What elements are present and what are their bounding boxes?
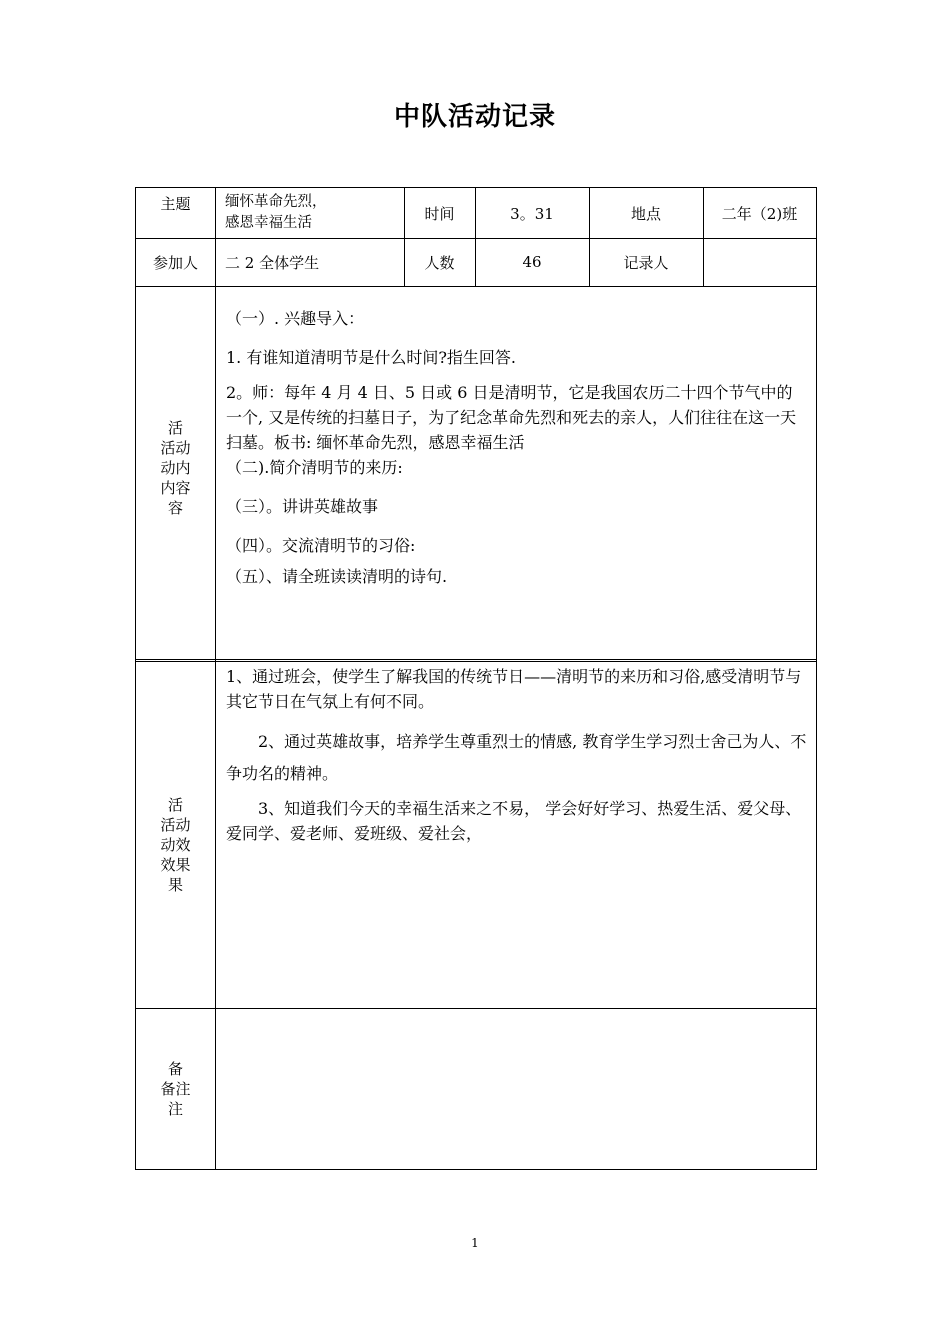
remarks-label: 备 备注 注 (160, 1060, 191, 1118)
recorder-label: 记录人 (623, 253, 669, 272)
recorder-value (703, 238, 816, 286)
content-paragraph: （二).简介清明节的来历: (226, 458, 403, 477)
effect-label: 活 活动 动效 效果 果 (160, 796, 191, 894)
effect-body (226, 664, 808, 846)
row-divider (136, 659, 816, 662)
participants-value: 二 2 全体学生 (225, 253, 320, 272)
content-paragraph: （一）. 兴趣导入： (226, 309, 365, 328)
effect-paragraph: 2、通过英雄故事，培养学生尊重烈士的情感, 教育学生学习烈士舍己为人、不争功名的精神。 (226, 732, 807, 783)
content-body (226, 306, 808, 589)
page-number: 1 (471, 1236, 479, 1250)
content-paragraph: 1. 有谁知道清明节是什么时间?指生回答. (226, 348, 517, 367)
count-value: 46 (522, 253, 542, 271)
participants-label: 参加人 (152, 253, 198, 272)
content-paragraph: （三）。讲讲英雄故事 (226, 497, 379, 516)
record-table (135, 187, 817, 1170)
place-value: 二年（2)班 (721, 204, 798, 223)
count-label: 人数 (424, 253, 455, 272)
theme-line-2: 感恩幸福生活 (225, 215, 312, 231)
column-divider (215, 188, 216, 1169)
content-paragraph: 2。师：每年 4 月 4 日、5 日或 6 日是清明节，它是我国农历二十四个节气中的一个, 又是传统的扫墓日子，为了纪念革命先烈和死去的亲人，人们往往在这一天扫墓。板书: 缅怀革命先烈，感恩幸福生活 (226, 383, 797, 452)
row-divider (136, 286, 816, 287)
theme-line-1: 缅怀革命先烈， (225, 194, 327, 210)
theme-value (215, 188, 404, 238)
theme-label: 主题 (160, 194, 191, 213)
content-paragraph: （四）。交流清明节的习俗: (226, 536, 416, 555)
time-label: 时间 (424, 204, 455, 223)
time-value: 3。31 (510, 204, 554, 223)
effect-paragraph: 1、通过班会，使学生了解我国的传统节日——清明节的来历和习俗,感受清明节与其它节日在气氛上有何不同。 (226, 667, 802, 711)
place-label: 地点 (630, 204, 661, 223)
row-divider (136, 1008, 816, 1009)
content-label: 活 活动 动内 内容 容 (160, 418, 191, 517)
effect-paragraph: 3、知道我们今天的幸福生活来之不易， 学会好好学习、热爱生活、爱父母、爱同学、爱老师、爱班级、爱社会， (226, 799, 802, 843)
page-title: 中队活动记录 (393, 102, 556, 132)
content-paragraph: （五）、请全班读读清明的诗句. (226, 567, 448, 586)
